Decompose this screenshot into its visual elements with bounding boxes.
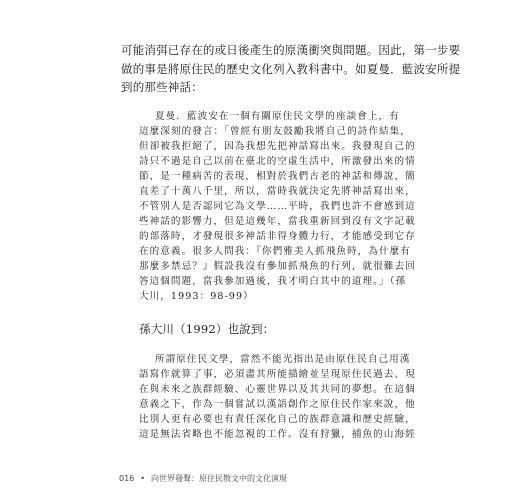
page-number: 016	[119, 474, 135, 483]
quote-line: 夏曼．藍波安在一個有關原住民文學的座談會上，有	[155, 111, 400, 122]
quote-line: 大川，1993：98-99）	[139, 291, 254, 302]
quote-line: 這麼深刻的發言：「曾經有朋友鼓勵我將自己的詩作結集，	[139, 126, 411, 137]
quote-line: 在的意義。很多人問我：『你們雅美人抓飛魚時，為什麼有	[139, 246, 411, 257]
quote-line: 意義之下，作為一個嘗試以漢語創作之原住民作家來說，他	[139, 399, 416, 410]
quote-line: 語寫作就算了事，必須盡其所能描繪並呈現原住民過去、現	[139, 369, 416, 380]
quote-line: 答這個問題，當我參加過後，我才明白其中的道理。」（孫	[139, 276, 407, 287]
quote-line: 在與未來之族群經驗、心靈世界以及其共同的夢想。在這個	[139, 384, 416, 395]
citation-intro: 孫大川（1992）也說到：	[139, 322, 275, 336]
running-title: 向世界發聲：原住民散文中的文化演現	[151, 474, 287, 483]
quote-line: 所謂原住民文學，當然不能光指出是由原住民自己用漢	[155, 354, 411, 365]
intro-line: 到的那些神話：	[121, 80, 203, 94]
quote-line: 的部落時，才發現很多神話非得身體力行，才能感受到它存	[139, 231, 416, 242]
quote-line: 些神話的影響力，但是這幾年，當我重新回到沒有文字記載	[139, 216, 416, 227]
intro-line: 可能消弭已存在的或日後產生的原漢衝突與問題。因此，第一步要	[121, 43, 461, 57]
quote-line: 那麼多禁忌？』假設我沒有參加抓飛魚的行列，就很難去回	[139, 261, 416, 272]
quote-line: 直差了十萬八千里，所以，當時我就決定先將神話寫出來，	[139, 186, 416, 197]
intro-line: 做的事是將原住民的歷史文化列入教科書中。如夏曼．藍波安所提	[121, 62, 461, 76]
quote-line: 節，是一種病苦的表現，相對於我們古老的神話和傳說，簡	[139, 171, 416, 182]
footer-bullet: •	[140, 474, 145, 483]
quote-line: 詩只不過是自己以前在臺北的空虛生活中，所激發出來的情	[139, 156, 416, 167]
quote-line: 這是無法省略也不能忽視的工作。沒有狩獵，捕魚的山海經	[139, 429, 416, 440]
page-footer	[119, 473, 287, 484]
quote-line: 比別人更有必要也有責任深化自己的族群意識和歷史經驗，	[139, 414, 416, 425]
quote-line: 但卻被我拒絕了，因為我想先把神話寫出來。我發現自己的	[139, 141, 416, 152]
quote-line: 不管別人是否認同它為文學……平時，我們也許不會感到這	[139, 201, 416, 212]
